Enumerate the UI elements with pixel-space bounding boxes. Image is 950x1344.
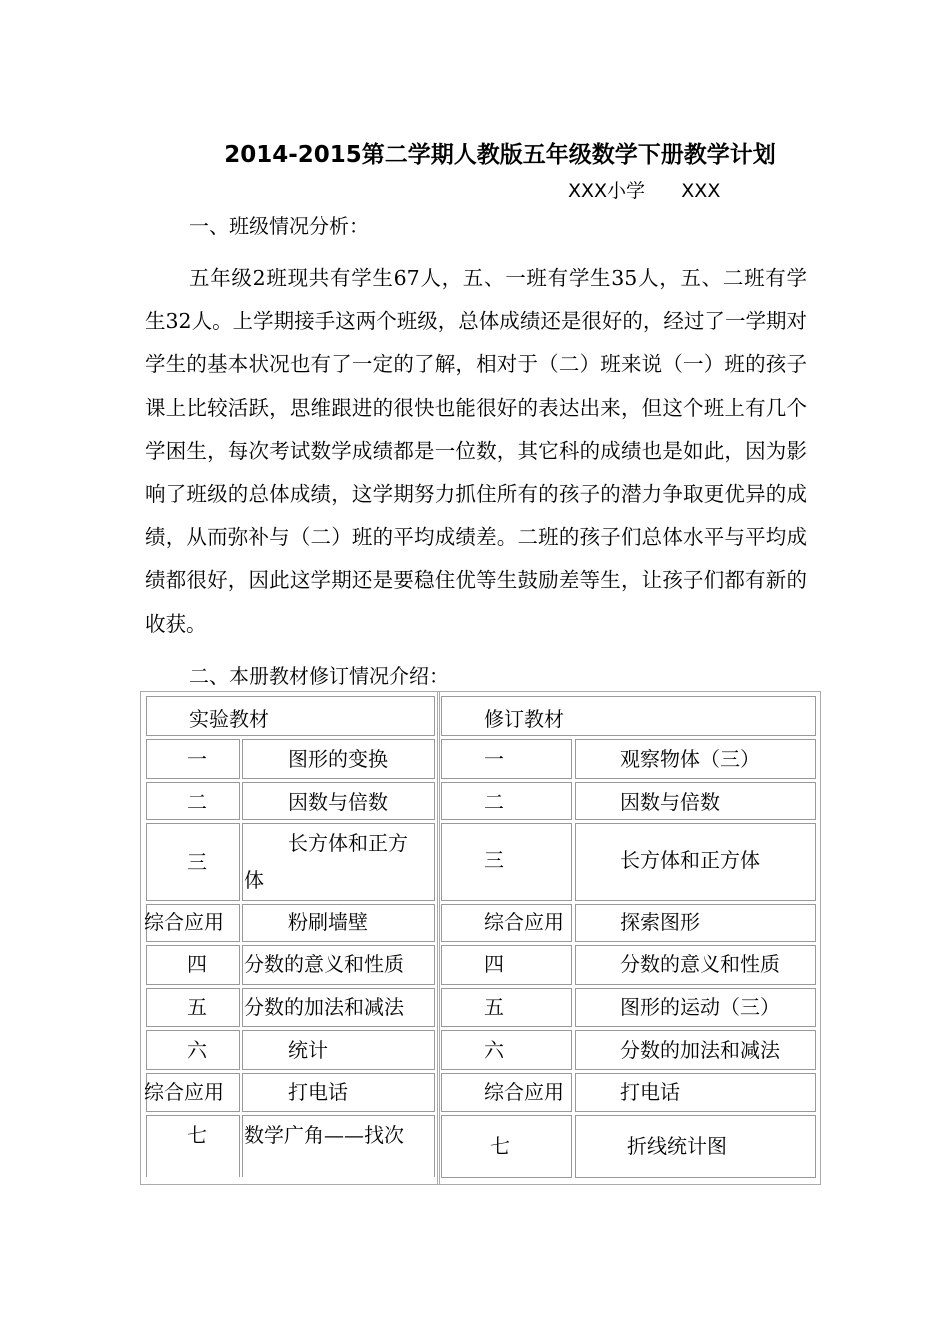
cell-text: 四: [187, 952, 207, 976]
cell-text: 因数与倍数: [620, 790, 720, 814]
cell-text: 探索图形: [620, 910, 700, 934]
table-row-9-rev-topic: [575, 1115, 816, 1178]
table-row-2-rev-num: [441, 782, 572, 820]
table-row-6-rev-topic: [575, 988, 816, 1027]
cell-text: 一: [484, 747, 504, 771]
table-row-9-exp-topic: [242, 1115, 435, 1177]
cell-text: 综合应用: [484, 910, 564, 934]
cell-text: 分数的加法和减法: [244, 995, 404, 1019]
table-row-5-exp-num: [146, 945, 240, 985]
cell-text: 打电话: [620, 1080, 680, 1104]
table-row-6-exp-topic: [242, 988, 435, 1027]
cell-text: 折线统计图: [627, 1134, 727, 1158]
table-row-2-exp-topic: [242, 782, 435, 820]
cell-text: 五: [484, 995, 504, 1019]
cell-text: 观察物体（三）: [620, 747, 760, 771]
cell-text: 体: [244, 868, 264, 892]
header-revised-label: 修订教材: [484, 707, 564, 731]
cell-text: 一: [187, 747, 207, 771]
table-row-1-rev-num: [441, 739, 572, 779]
cell-text: 五: [187, 995, 207, 1019]
cell-text: 三: [187, 850, 207, 874]
cell-text: 二: [187, 790, 207, 814]
table-row-6-rev-num: [441, 988, 572, 1027]
header-experimental-label: 实验教材: [189, 707, 269, 731]
table-row-7-exp-num: [146, 1030, 240, 1070]
table-row-4-exp-num: [146, 904, 240, 942]
cell-text: 统计: [288, 1038, 328, 1062]
table-row-3-rev-topic: [575, 823, 816, 901]
table-row-5-rev-topic: [575, 945, 816, 985]
cell-text: 数学广角——找次: [244, 1123, 404, 1147]
table-row-7-rev-num: [441, 1030, 572, 1070]
cell-text: 粉刷墙壁: [288, 910, 368, 934]
cell-text: 图形的运动（三）: [620, 995, 780, 1019]
cell-text: 七: [187, 1123, 207, 1147]
table-row-4-rev-num: [441, 904, 572, 942]
cell-text: 综合应用: [144, 1080, 224, 1104]
table-row-1-exp-topic: [242, 739, 435, 779]
table-row-5-exp-topic: [242, 945, 435, 985]
table-row-1-rev-topic: [575, 739, 816, 779]
table-row-6-exp-num: [146, 988, 240, 1027]
table-row-8-exp-num: [146, 1073, 240, 1112]
section-1-paragraph: 五年级2班现共有学生67人，五、一班有学生35人，五、二班有学生32人。上学期接手这两个班级，总体成绩还是很好的，经过了一学期对学生的基本状况也有了一定的了解，相对于（二）班来说（一）班的孩子课上比较活跃，思维跟进的很快也能很好的表达出来，但这个班上有几个学困生，每次考试数学成绩都是一位数，其它科的成绩也是如此，因为影响了班级的总体成绩，这学期努力抓住所有的孩子的潜力争取更优异的成绩，从而弥补与（二）班的平均成绩差。二班的孩子们总体水平与平均成绩都很好，因此这学期还是要稳住优等生鼓励差等生，让孩子们都有新的收获。: [145, 266, 807, 636]
table-row-2-exp-num: [146, 782, 240, 820]
table-row-1-exp-num: [146, 739, 240, 779]
cell-text: 四: [484, 952, 504, 976]
table-row-2-rev-topic: [575, 782, 816, 820]
cell-text: 二: [484, 790, 504, 814]
table-row-3-exp-topic: [242, 823, 435, 901]
document-title: 2014-2015第二学期人教版五年级数学下册教学计划: [224, 142, 776, 168]
section-1-heading: 一、班级情况分析：: [189, 214, 369, 238]
cell-text: 分数的意义和性质: [244, 952, 404, 976]
header-experimental: [146, 696, 435, 736]
cell-text: 长方体和正方: [288, 831, 408, 855]
section-2-heading: 二、本册教材修订情况介绍：: [189, 664, 449, 688]
table-row-3-rev-num: [441, 823, 572, 901]
cell-text: 打电话: [288, 1080, 348, 1104]
table-row-7-rev-topic: [575, 1030, 816, 1070]
table-row-8-rev-num: [441, 1073, 572, 1112]
table-row-4-exp-topic: [242, 904, 435, 942]
table-row-8-rev-topic: [575, 1073, 816, 1112]
table-row-5-rev-num: [441, 945, 572, 985]
cell-text: 综合应用: [144, 910, 224, 934]
cell-text: 三: [484, 848, 504, 872]
cell-text: 分数的意义和性质: [620, 952, 780, 976]
table-row-9-exp-num: [146, 1115, 240, 1177]
table-row-7-exp-topic: [242, 1030, 435, 1070]
cell-text: 六: [484, 1038, 504, 1062]
cell-text: 因数与倍数: [288, 790, 388, 814]
cell-text: 分数的加法和减法: [620, 1038, 780, 1062]
cell-text: 长方体和正方体: [620, 848, 760, 872]
table-row-8-exp-topic: [242, 1073, 435, 1112]
author-line: XXX小学 XXX: [568, 180, 721, 202]
header-revised: [441, 696, 816, 736]
table-row-9-rev-num: [441, 1115, 572, 1178]
table-row-4-rev-topic: [575, 904, 816, 942]
cell-text: 图形的变换: [288, 747, 388, 771]
cell-text: 六: [187, 1038, 207, 1062]
table-row-3-exp-num: [146, 823, 240, 901]
cell-text: 七: [490, 1134, 510, 1158]
cell-text: 综合应用: [484, 1080, 564, 1104]
